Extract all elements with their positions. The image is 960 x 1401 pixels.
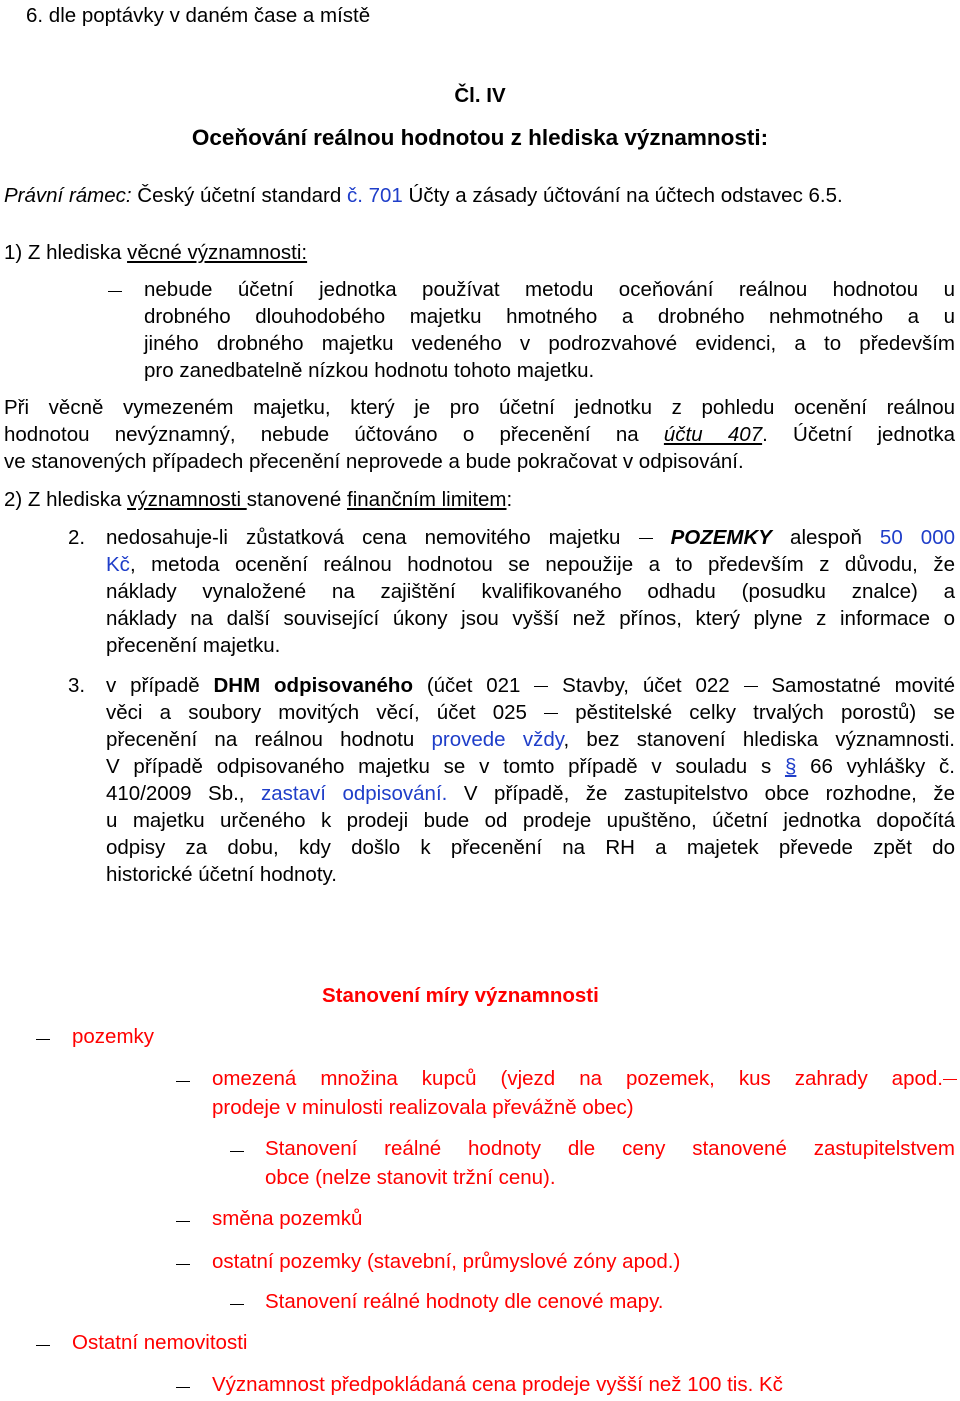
land-exchange: směna pozemků	[212, 1207, 363, 1230]
other-land: ostatní pozemky (stavební, průmyslové zóny apod.)	[212, 1250, 681, 1273]
legal-standard-link[interactable]: č. 701	[346, 184, 403, 207]
section1-heading	[4, 243, 307, 264]
item-text: , bez stanovení hlediska významnosti.	[563, 728, 955, 751]
section1-bullet-line: jiného drobného majetku vedeného v podrozvahové evidenci, a to především	[144, 332, 955, 355]
account-407: účtu 407	[663, 423, 763, 446]
price-map-rule: Stanovení reálné hodnoty dle cenové mapy.	[265, 1290, 664, 1313]
dash-bullet	[744, 686, 758, 687]
restricted-buyers-line: prodeje v minulosti realizovala převážně obec)	[212, 1096, 634, 1119]
item-number: 2.	[68, 526, 86, 549]
heading-underlined: finančním limitem	[347, 488, 507, 511]
dash-bullet	[943, 1079, 957, 1080]
item3-line	[106, 757, 955, 778]
section1-paragraph-line: Při věcně vymezeném majetku, který je pro účetní jednotku z pohledu ocenění reálnou	[4, 396, 955, 419]
section1-bullet-line: pro zanedbatelně nízkou hodnotu tohoto majetku.	[144, 359, 595, 382]
dhm-emphasis: DHM odpisovaného	[213, 674, 413, 697]
restricted-buyers-line	[212, 1069, 957, 1090]
item2-line: náklady na další související úkony jsou vyšší než přínos, který plyne z informace o	[106, 607, 955, 630]
item-text: věci a soubory movitých věcí, účet 025	[106, 701, 545, 724]
significance-threshold: Významnost předpokládaná cena prodeje vyšší než 100 tis. Kč	[212, 1373, 783, 1396]
article-title: Oceňování reálnou hodnotou z hlediska významnosti:	[191, 125, 769, 150]
dash-bullet	[230, 1151, 244, 1152]
item-text: V případě, že zastupitelstvo obce rozhodne, že	[447, 782, 955, 805]
item3-line	[106, 784, 955, 805]
item-text: Samostatné movité	[757, 674, 955, 697]
item-text: (účet 021	[412, 674, 535, 697]
legal-text-rest: Účty a zásady účtování na účtech odstavec 6.5.	[402, 184, 843, 207]
heading-underlined: významnosti	[127, 488, 247, 511]
item3-line: u majetku určeného k prodeji bude od prodeje upuštěno, účetní jednotka dopočítá	[106, 809, 955, 832]
dash-bullet	[534, 686, 548, 687]
paragraph-text: hodnotou nevýznamný, nebude účtováno o přecenění na	[4, 423, 664, 446]
item-text: Stavby, účet 022	[548, 674, 744, 697]
heading-text: stanovené	[246, 488, 348, 511]
article-number: Čl. IV	[454, 84, 506, 107]
section1-heading-prefix: 1) Z hlediska	[4, 241, 128, 264]
item-text: alespoň	[771, 526, 880, 549]
valuation-rule-line: obce (nelze stanovit tržní cenu).	[265, 1166, 556, 1189]
section1-bullet-line: drobného dlouhodobého majetku hmotného a drobného nehmotného a u	[144, 305, 955, 328]
category-pozemky: pozemky	[72, 1025, 155, 1048]
valuation-rule-line: Stanovení reálné hodnoty dle ceny stanovené zastupitelstvem	[265, 1137, 955, 1160]
heading-text: 2) Z hlediska	[4, 488, 128, 511]
section1-heading-underlined: věcné významnosti:	[127, 241, 308, 264]
item-text: nedosahuje-li zůstatková cena nemovitého majetku	[106, 526, 639, 549]
dash-bullet	[639, 538, 653, 539]
item3-line: odpisy za dobu, kdy došlo k přecenění na RH a majetek převede zpět do	[106, 836, 955, 859]
dash-bullet	[176, 1264, 190, 1265]
dash-bullet	[230, 1304, 244, 1305]
item3-line	[106, 676, 955, 697]
dash-bullet	[36, 1039, 50, 1040]
legal-label: Právní rámec:	[4, 184, 132, 207]
dash-bullet	[176, 1387, 190, 1388]
limit-currency: Kč	[106, 553, 130, 576]
measure-title: Stanovení míry významnosti	[322, 984, 599, 1007]
section2-heading	[4, 490, 512, 511]
dash-bullet	[36, 1345, 50, 1346]
item2-line	[106, 528, 955, 549]
dash-bullet	[108, 291, 122, 292]
dash-bullet	[544, 713, 558, 714]
list-item-6: 6. dle poptávky v daném čase a místě	[26, 4, 371, 27]
limit-amount: 50 000	[879, 526, 955, 549]
section1-paragraph-line	[4, 425, 955, 446]
heading-text: :	[506, 488, 513, 511]
item3-line: historické účetní hodnoty.	[106, 863, 337, 886]
section-symbol-link[interactable]: §	[784, 755, 797, 778]
item-text: , metoda ocenění reálnou hodnotou se nepoužije a to především z důvodu, že	[129, 553, 955, 576]
item3-line	[106, 703, 955, 724]
item-text: V případě odpisovaného majetku se v tomto případě v souladu s	[106, 755, 785, 778]
item-text: 66 vyhlášky č.	[796, 755, 955, 778]
item-text: 410/2009 Sb.,	[106, 782, 262, 805]
legal-text: Český účetní standard	[131, 184, 347, 207]
pozemky-emphasis: POZEMKY	[670, 526, 772, 549]
category-other-real-estate: Ostatní nemovitosti	[72, 1331, 248, 1354]
stop-depreciation-link[interactable]: zastaví odpisování.	[261, 782, 448, 805]
item-number: 3.	[68, 674, 86, 697]
dash-bullet	[176, 1081, 190, 1082]
item2-line: přecenění majetku.	[106, 634, 281, 657]
restricted-buyers-text: omezená množina kupců (vjezd na pozemek, kus zahrady apod.	[212, 1067, 943, 1090]
item-text: v případě	[106, 674, 214, 697]
legal-framework	[4, 186, 843, 207]
section1-bullet-line: nebude účetní jednotka používat metodu oceňování reálnou hodnotou u	[144, 278, 955, 301]
section1-paragraph-line: ve stanovených případech přecenění neprovede a bude pokračovat v odpisování.	[4, 450, 744, 473]
item2-line: náklady vynaložené na zajištění kvalifikovaného odhadu (posudku znalce) a	[106, 580, 955, 603]
item3-line	[106, 730, 955, 751]
item2-line	[106, 555, 955, 576]
always-revalue-link[interactable]: provede vždy	[431, 728, 564, 751]
item-text: přecenění na reálnou hodnotu	[106, 728, 432, 751]
paragraph-text: . Účetní jednotka	[762, 423, 956, 446]
dash-bullet	[176, 1221, 190, 1222]
item-text: pěstitelské celky trvalých porostů) se	[558, 701, 956, 724]
